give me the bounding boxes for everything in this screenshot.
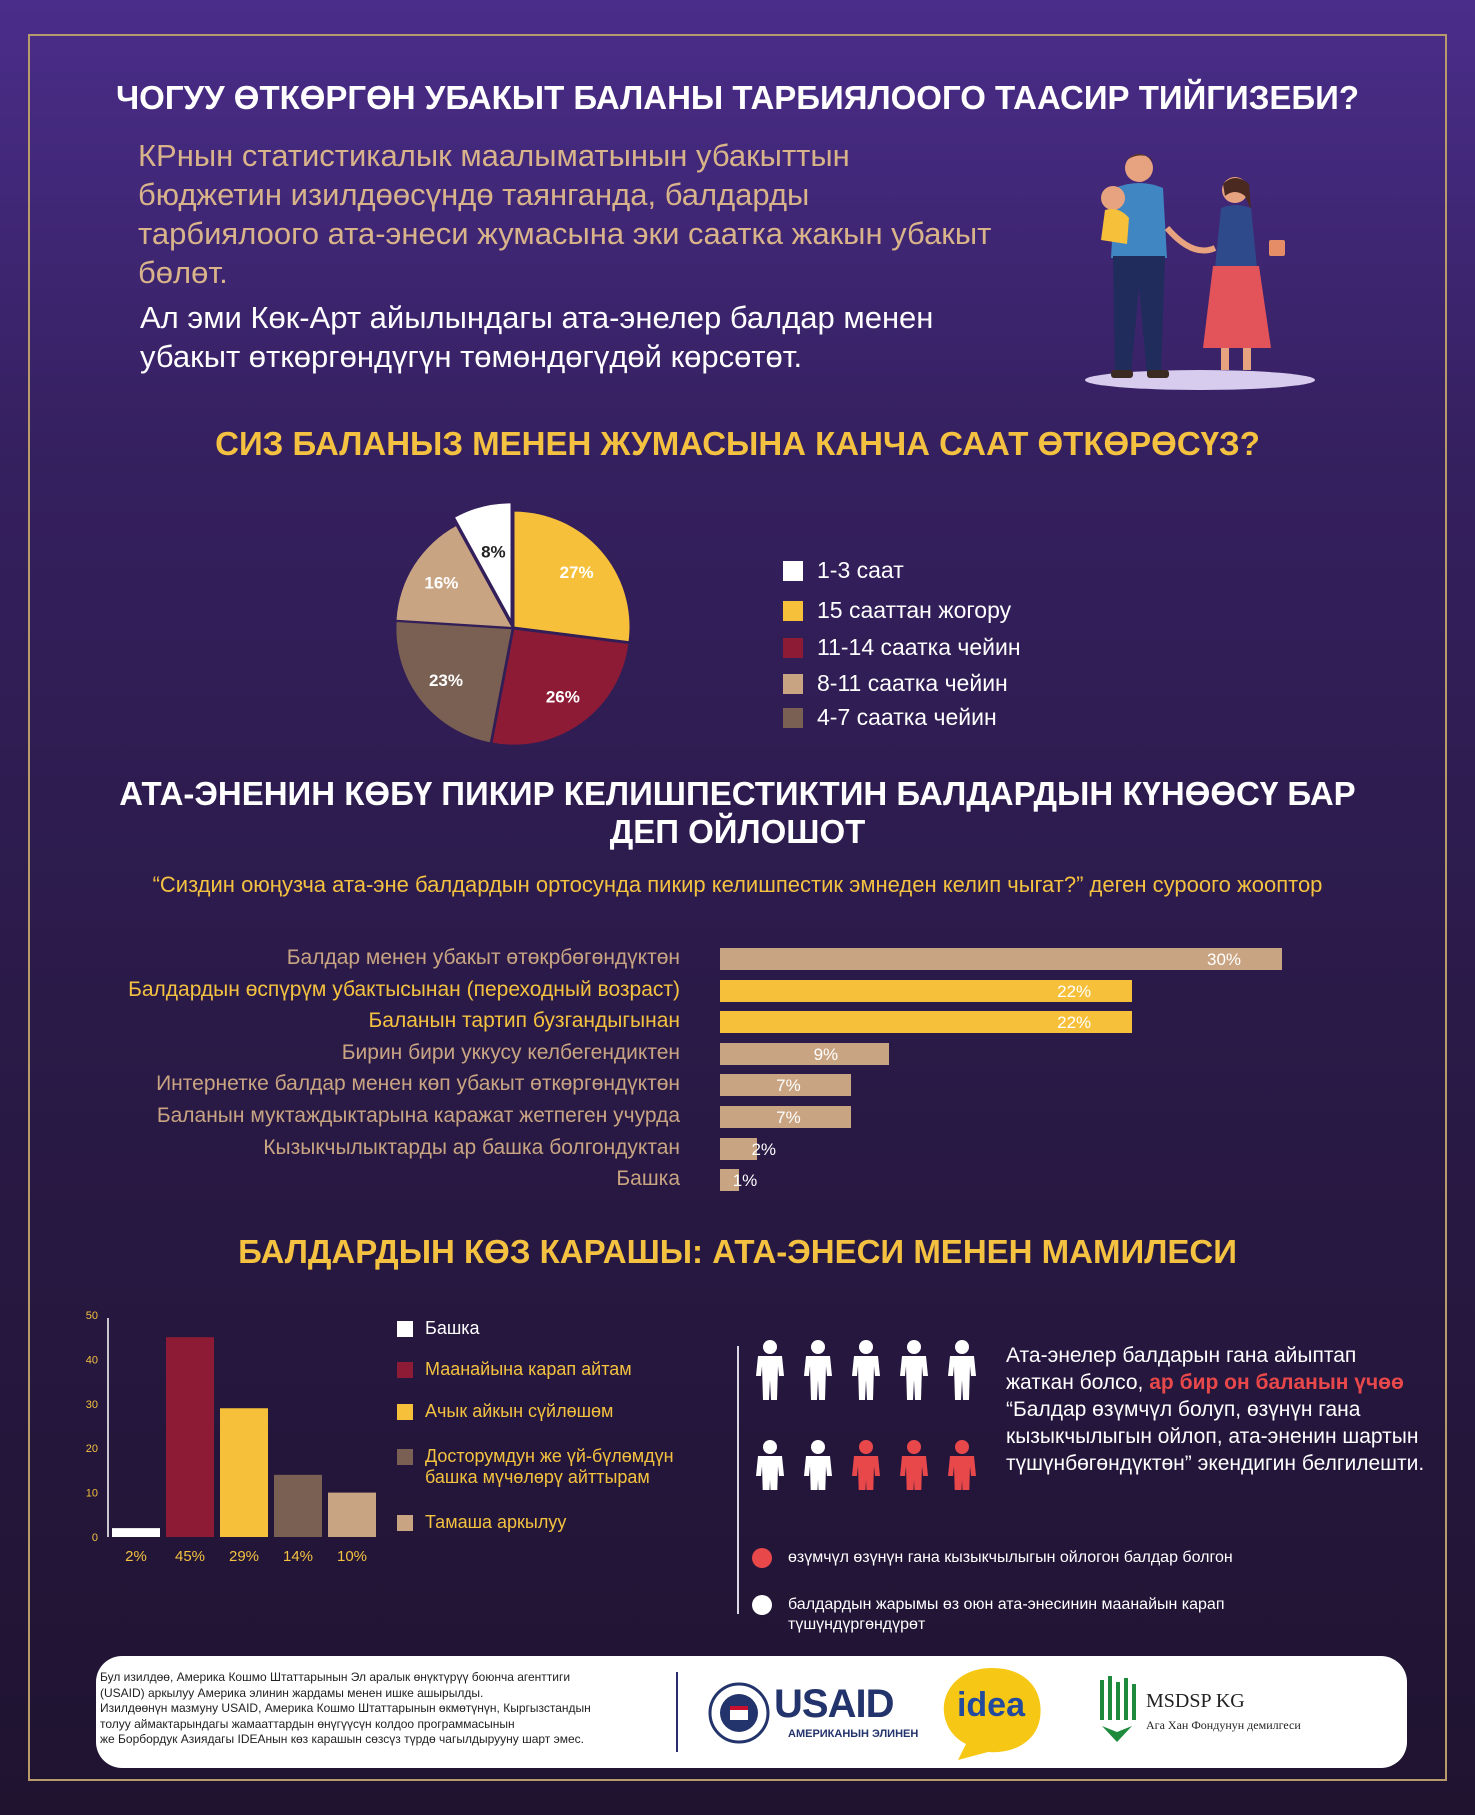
footer-disclaimer <box>100 1670 670 1748</box>
intro-paragraph-2: Ал эми Көк-Арт айылындагы ата-энелер балдар менен убакыт өткөргөндүгүн төмөндөгүдөй көрсөтөт. <box>140 300 934 374</box>
vbar-value-label: 29% <box>228 1548 260 1565</box>
legend-label: 4-7 саатка чейин <box>817 704 997 730</box>
people-text-part2: “Балдар өзүмчүл болуп, өзүнүн гана кызыкчылыгын ойлоп, ата-эненин шартын түшүнбөгөндүктөн” экендигин белгилешти. <box>1006 1398 1425 1475</box>
people-icons <box>752 1340 992 1490</box>
person-icon <box>852 1440 880 1490</box>
pie-slice-label: 27% <box>559 562 594 582</box>
legend-swatch <box>783 561 803 581</box>
legend-swatch <box>783 708 803 728</box>
pie-slice-label: 23% <box>428 670 464 690</box>
vbar-value-label: 10% <box>336 1548 368 1565</box>
hbar-category-label: Баланын тартип бузгандыгынан <box>368 1009 680 1033</box>
white-dot-icon <box>752 1595 772 1615</box>
intro-paragraph: КРнын статистикалык маалыматынын убакыттын бюджетин изилдөөсүндө таянганда, балдарды тарбиялоого ата-энеси жумасына эки саатка жакын убакыт бөлөт. <box>138 138 992 290</box>
footer-line: же Борбордук Азиядагы IDEAнын көз карашын сөзсүз түрдө чагылдырууну шарт эмес. <box>100 1732 584 1746</box>
footer-line: (USAID) аркылуу Америка элинин жардамы менен ишке ашырылды. <box>100 1685 484 1700</box>
dot-legend-item-white <box>752 1595 1312 1635</box>
usaid-logo <box>774 1682 893 1727</box>
legend-label: Досторумдун же үй-бүлөмдүн башка мүчөлөрү айттырам <box>425 1446 674 1487</box>
legend-label: Тамаша аркылуу <box>425 1512 567 1532</box>
msdsp-subtitle: Ага Хан Фондунун демилгеси <box>1146 1718 1301 1732</box>
legend-label: 15 сааттан жогору <box>817 597 1012 623</box>
pie-legend-item <box>783 670 1008 697</box>
vbar-legend-item <box>397 1446 727 1488</box>
hbar-value-label: 7% <box>776 1108 801 1127</box>
vbar-bar <box>328 1493 376 1537</box>
person-icon <box>852 1340 880 1400</box>
hbar-value-label: 1% <box>732 1171 758 1191</box>
legend-label: Маанайына карап айтам <box>425 1359 632 1379</box>
person-icon <box>948 1440 976 1490</box>
legend-swatch <box>397 1321 413 1337</box>
people-text-part1: Ата-энелер балдарын гана айыптап жаткан болсо, <box>1006 1344 1357 1394</box>
pie-legend-item <box>783 704 997 731</box>
y-tick-label: 30 <box>85 1398 98 1411</box>
y-tick-label: 50 <box>85 1310 98 1322</box>
person-icon <box>900 1340 928 1400</box>
person-icon <box>756 1440 784 1490</box>
vbar-legend-item <box>397 1512 727 1533</box>
legend-swatch <box>783 638 803 658</box>
person-icon <box>804 1340 832 1400</box>
legend-label: Башка <box>425 1318 480 1338</box>
usaid-seal-icon <box>708 1682 770 1744</box>
hbar-value-label: 7% <box>776 1076 801 1096</box>
vbar-legend-item <box>397 1359 727 1380</box>
legend-swatch <box>397 1362 413 1378</box>
msdsp-logo-icon <box>1096 1676 1138 1746</box>
footer-line: толуу аймактарындагы жамааттардын өнүгүүсүн колдоо программасынын <box>100 1716 515 1731</box>
pie-legend-item <box>783 557 904 584</box>
hbar-category-label: Башка <box>616 1167 680 1191</box>
legend-label: 11-14 саатка чейин <box>817 634 1021 660</box>
vertical-bar-chart <box>70 1300 400 1570</box>
section2-title: АТА-ЭНЕНИН КӨБҮ ПИКИР КЕЛИШПЕСТИКТИН БАЛДАРДЫН КҮНӨӨСҮ БАР <box>119 775 1356 812</box>
y-tick-label: 20 <box>85 1443 98 1456</box>
usaid-logo-text: USAID <box>774 1682 894 1726</box>
section3-title: БАЛДАРДЫН КӨЗ КАРАШЫ: АТА-ЭНЕСИ МЕНЕН МАМИЛЕСИ <box>238 1233 1237 1270</box>
section2-question: “Сиздин оюңузча ата-эне балдардын ортосунда пикир келишпестик эмнеден келип чыгат?” деген суроого жооптор <box>152 872 1323 897</box>
red-dot-icon <box>752 1548 772 1568</box>
y-tick-label: 10 <box>85 1487 98 1500</box>
legend-swatch <box>397 1404 413 1420</box>
people-text-highlight: ар бир он баланын үчөө <box>1149 1371 1404 1394</box>
vbar-value-label: 2% <box>125 1548 147 1565</box>
person-icon <box>756 1340 784 1400</box>
legend-swatch <box>397 1515 413 1531</box>
legend-label: Ачык айкын сүйлөшөм <box>425 1401 614 1421</box>
vbar-legend-item <box>397 1318 727 1339</box>
footer <box>96 1656 1407 1768</box>
hbar-value-label: 9% <box>813 1044 839 1064</box>
footer-line: Изилдөөнүн мазмуну USAID, Америка Кошмо Штаттарынын өкмөтүнүн, Кыргызстандын <box>100 1701 591 1715</box>
family-illustration <box>1075 148 1325 393</box>
y-tick-label: 0 <box>91 1532 98 1544</box>
divider <box>737 1346 739 1614</box>
hbar-value-label: 2% <box>751 1139 777 1159</box>
pie-slice-label: 26% <box>545 687 580 707</box>
section2-title-line2: ДЕП ОЙЛОШОТ <box>609 813 866 850</box>
hbar-category-label: Баланын муктаждыктарына каражат жетпеген учурда <box>156 1104 680 1127</box>
dot-legend-label: балдардын жарымы өз оюн ата-энесинин маанайын карап түшүндүргөндүрөт <box>788 1596 1225 1633</box>
pie-chart <box>385 495 645 760</box>
vbar-bar <box>220 1408 268 1537</box>
vbar-bar <box>166 1337 214 1537</box>
footer-line: Бул изилдөө, Америка Кошмо Штаттарынын Эл аралык өнүктүрүү боюнча агенттиги <box>100 1670 571 1684</box>
pie-legend-item <box>783 634 1021 661</box>
vbar-legend-item <box>397 1401 727 1422</box>
section1-title: СИЗ БАЛАНЫЗ МЕНЕН ЖУМАСЫНА КАНЧА СААТ ӨТКӨРӨСҮЗ? <box>215 425 1260 462</box>
hbar-category-label: Балдардын өспүрүм убактысынан (переходный возраст) <box>128 977 680 1001</box>
vbar-value-label: 45% <box>174 1548 206 1565</box>
hbar-value-label: 30% <box>1207 950 1242 969</box>
pie-slice-label: 16% <box>424 573 459 593</box>
hbar-bar <box>720 1043 889 1065</box>
hbar-category-label: Кызыкчылыктарды ар башка болгондуктан <box>263 1135 680 1159</box>
dot-legend-item-red <box>752 1548 1332 1568</box>
hbar-value-label: 22% <box>1057 981 1092 1001</box>
person-icon <box>900 1440 928 1490</box>
legend-label: 8-11 саатка чейин <box>817 670 1008 696</box>
hbar-category-label: Балдар менен убакыт өтөкрбөгөндүктөн <box>286 946 680 969</box>
hbar-value-label: 22% <box>1057 1013 1092 1033</box>
legend-label: 1-3 саат <box>817 557 904 583</box>
person-icon <box>948 1340 976 1400</box>
page-title: ЧОГУУ ӨТКӨРГӨН УБАКЫТ БАЛАНЫ ТАРБИЯЛООГО ТААСИР ТИЙГИЗЕБИ? <box>115 79 1360 116</box>
people-text <box>1006 1342 1426 1477</box>
hbar-category-label: Интернетке балдар менен көп убакыт өткөргөндүктөн <box>156 1072 680 1096</box>
idea-logo: idea <box>956 1686 1026 1724</box>
vbar-bar <box>112 1528 160 1537</box>
hbar-category-label: Бирин бири уккусу келбегендиктен <box>341 1040 680 1064</box>
hbar-bar <box>720 948 1282 970</box>
dot-legend-label: өзүмчүл өзүнүн гана кызыкчылыгын ойлогон балдар болгон <box>788 1549 1233 1566</box>
vbar-value-label: 14% <box>282 1548 314 1565</box>
pie-slice-label: 8% <box>481 542 506 562</box>
legend-swatch <box>783 674 803 694</box>
vbar-bar <box>274 1475 322 1537</box>
y-tick-label: 40 <box>85 1354 98 1367</box>
legend-swatch <box>397 1449 413 1465</box>
msdsp-logo: MSDSP KG <box>1146 1690 1245 1712</box>
footer-separator <box>676 1672 678 1752</box>
person-icon <box>804 1440 832 1490</box>
usaid-subtitle: АМЕРИКАНЫН ЭЛИНЕН <box>788 1728 919 1740</box>
pie-legend-item <box>783 597 1011 624</box>
legend-swatch <box>783 601 803 621</box>
